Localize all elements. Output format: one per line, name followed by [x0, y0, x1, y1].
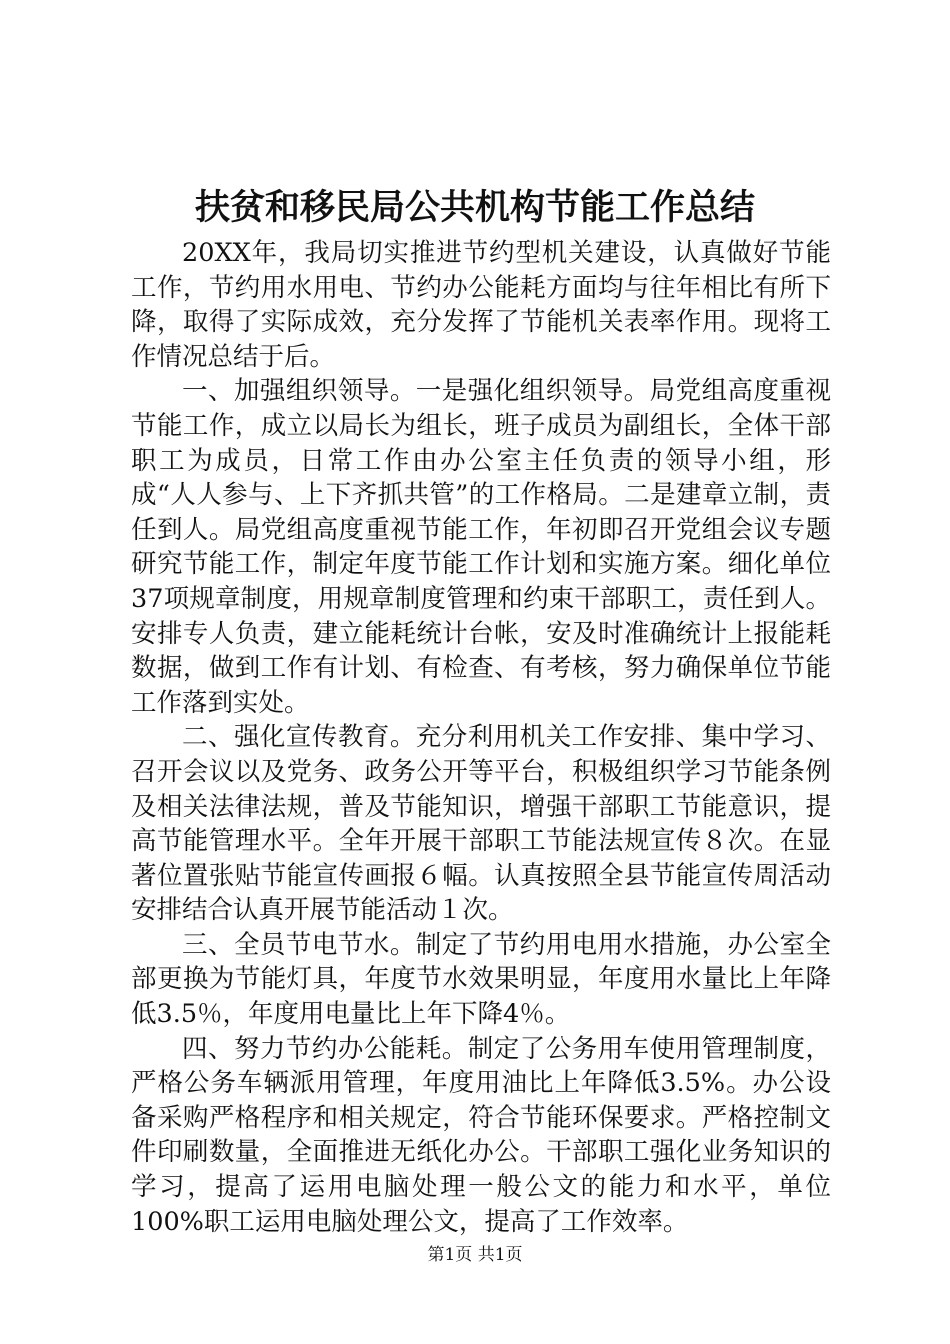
paragraph-organization: 一、加强组织领导。一是强化组织领导。局党组高度重视节能工作，成立以局长为组长，班子成员为副组长，全体干部职工为成员，日常工作由办公室主任负责的领导小组，形成“人人参与、上下齐抓共管”的工作格局。二是建章立制，责任到人。局党组高度重视节能工作，年初即召开党组会议专题研究节能工作，制定年度节能工作计划和实施方案。细化单位37项规章制度，用规章制度管理和约束干部职工，责任到人。安排专人负责，建立能耗统计台帐，安及时准确统计上报能耗数据，做到工作有计划、有检查、有考核，努力确保单位节能工作落到实处。	[131, 376, 831, 718]
document-title: 扶贫和移民局公共机构节能工作总结	[194, 187, 755, 228]
paragraph-office-energy: 四、努力节约办公能耗。制定了公务用车使用管理制度，严格公务车辆派用管理，年度用油比上年降低3.5%。办公设备采购严格程序和相关规定，符合节能环保要求。严格控制文件印刷数量，全面推进无纸化办公。干部职工强化业务知识的学习，提高了运用电脑处理一般公文的能力和水平，单位100%职工运用电脑处理公文，提高了工作效率。	[131, 1033, 831, 1237]
paragraph-intro: 20XX年，我局切实推进节约型机关建设，认真做好节能工作，节约用水用电、节约办公能耗方面均与往年相比有所下降，取得了实际成效，充分发挥了节能机关表率作用。现将工作情况总结于后。	[131, 238, 831, 372]
paragraph-publicity: 二、强化宣传教育。充分利用机关工作安排、集中学习、召开会议以及党务、政务公开等平台，积极组织学习节能条例及相关法律法规，普及节能知识，增强干部职工节能意识，提高节能管理水平。全年开展干部职工节能法规宣传８次。在显著位置张贴节能宣传画报６幅。认真按照全县节能宣传周活动安排结合认真开展节能活动１次。	[131, 722, 831, 926]
page-footer: 第1页 共1页	[427, 1245, 523, 1265]
paragraph-power-water: 三、全员节电节水。制定了节约用电用水措施，办公室全部更换为节能灯具，年度节水效果明显，年度用水量比上年降低3.5％，年度用电量比上年下降4％。	[131, 929, 831, 1030]
document-body	[131, 236, 831, 1239]
